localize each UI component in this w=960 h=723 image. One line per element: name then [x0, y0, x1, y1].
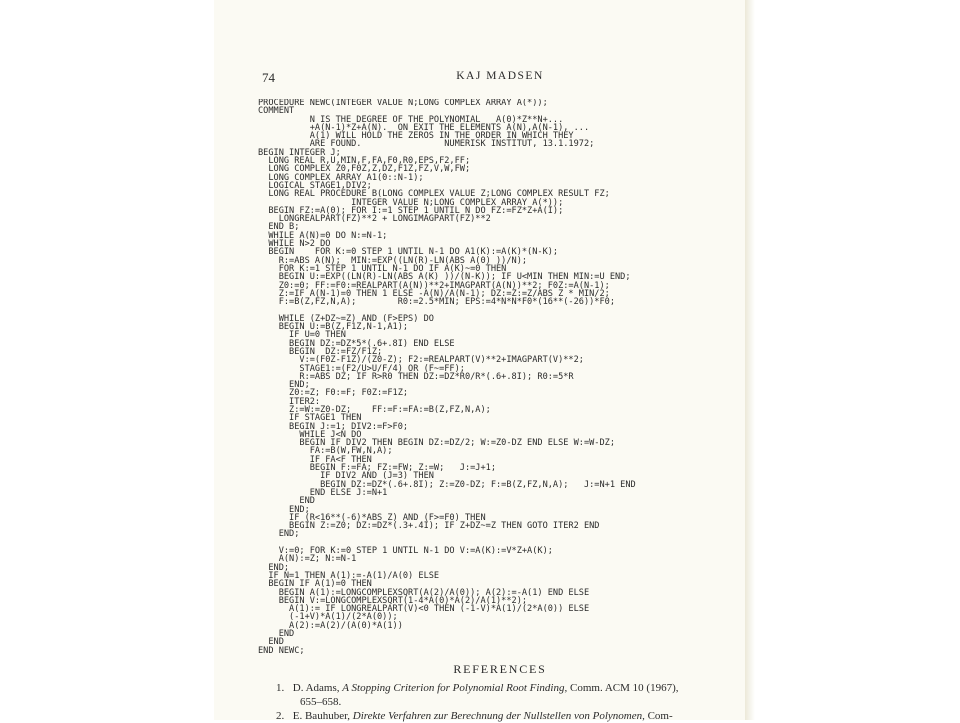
code-line: IF (R<16**(-6)*ABS Z) AND (F>=F0) THEN	[258, 512, 486, 523]
reference-title: Direkte Verfahren zur Berechnung der Nullstellen von Polynomen,	[352, 710, 645, 722]
code-line: WHILE (Z+DZ~=Z) AND (F>EPS) DO	[258, 313, 434, 324]
code-line: IF FA<F THEN	[258, 454, 372, 465]
code-line: +A(N-1)*Z+A(N). ON EXIT THE ELEMENTS A(N),A(N-1), ...	[258, 122, 590, 133]
code-line: A(N):=Z; N:=N-1	[258, 554, 357, 565]
reference-continuation: 655–658.	[300, 696, 342, 708]
references-heading: REFERENCES	[453, 662, 547, 676]
code-line: IF N=1 THEN A(1):=-A(1)/A(0) ELSE	[258, 570, 440, 581]
code-line: BEGIN FOR K:=0 STEP 1 UNTIL N-1 DO A1(K):=A(K)*(N-K);	[258, 247, 559, 258]
code-line: BEGIN A(1):=LONGCOMPLEXSQRT(A(2)/A(0)); A(2):=-A(1) END ELSE	[258, 587, 590, 598]
code-line: BEGIN DZ:=DZ*(.6+.8I); Z:=Z0-DZ; F:=B(Z,FZ,N,A); J:=N+1 END	[258, 479, 636, 490]
reference-author: D. Adams,	[292, 682, 340, 694]
code-line: BEGIN F:=FA; FZ:=FW; Z:=W; J:=J+1;	[258, 463, 496, 474]
code-line: LONG COMPLEX Z0,F0Z,Z,DZ,F1Z,FZ,V,W,FW;	[258, 164, 471, 175]
code-line: END;	[258, 562, 290, 573]
code-line: END ELSE J:=N+1	[258, 487, 388, 498]
code-line: WHILE N>2 DO	[258, 239, 331, 250]
reference-author: E. Bauhuber,	[292, 710, 351, 722]
reference-item	[276, 709, 716, 723]
code-line: END	[258, 496, 315, 507]
code-line: V:=0; FOR K:=0 STEP 1 UNTIL N-1 DO V:=A(K):=V*Z+A(K);	[258, 546, 553, 557]
code-line: N IS THE DEGREE OF THE POLYNOMIAL A(0)*Z**N+...	[258, 114, 564, 125]
code-line: BEGIN Z:=Z0; DZ:=DZ*(.3+.4I); IF Z+DZ~=Z THEN GOTO ITER2 END	[258, 521, 600, 532]
reference-source: Com-	[647, 710, 673, 722]
code-line: BEGIN V:=LONGCOMPLEXSQRT(1-4*A(0)*A(2)/A(1)**2);	[258, 595, 528, 606]
code-line: IF STAGE1 THEN	[258, 413, 362, 424]
code-line: A(1) WILL HOLD THE ZEROS IN THE ORDER IN WHICH THEY	[258, 131, 574, 142]
references-list	[276, 681, 716, 723]
code-line: END NEWC;	[258, 645, 305, 655]
code-line: BEGIN DZ:=FZ/F1Z;	[258, 346, 383, 357]
reference-number: 1.	[276, 682, 285, 694]
code-line: INTEGER VALUE N;LONG COMPLEX ARRAY A(*));	[258, 197, 564, 208]
reference-source: Comm. ACM 10 (1967),	[570, 682, 679, 694]
code-line: (-1+V)*A(1)/(2*A(0));	[258, 612, 398, 623]
code-line: END;	[258, 380, 310, 391]
code-line: ITER2:	[258, 396, 321, 407]
code-line: FOR K:=1 STEP 1 UNTIL N-1 DO IF A(K)~=0 THEN	[258, 263, 507, 274]
code-line: Z0:=Z; F0:=F; F0Z:=F1Z;	[258, 388, 409, 399]
code-line: PROCEDURE NEWC(INTEGER VALUE N;LONG COMPLEX ARRAY A(*));	[258, 99, 548, 108]
code-line: R:=ABS A(N); MIN:=EXP((LN(R)-LN(ABS A(0) ))/N);	[258, 255, 528, 266]
code-line: END	[258, 637, 284, 648]
code-line: BEGIN DZ:=DZ*5*(.6+.8I) END ELSE	[258, 338, 455, 349]
code-line: STAGE1:=(F2/U>U/F/4) OR (F~=FF);	[258, 363, 465, 374]
code-line: BEGIN J:=1; DIV2:=F>F0;	[258, 421, 409, 432]
code-line: END;	[258, 529, 300, 540]
code-line: WHILE A(N)=0 DO N:=N-1;	[258, 230, 388, 241]
code-line: BEGIN INTEGER J;	[258, 147, 341, 158]
code-line: Z0:=0; FF:=F0:=REALPART(A(N))**2+IMAGPART(A(N))**2; F0Z:=A(N-1);	[258, 280, 610, 291]
code-line: LONG COMPLEX ARRAY A1(0::N-1);	[258, 172, 424, 183]
reference-number: 2.	[276, 710, 285, 722]
code-line: BEGIN U:=EXP((LN(R)-LN(ABS A(K) ))/(N-K)); IF U<MIN THEN MIN:=U END;	[258, 272, 631, 283]
code-line: A(2):=A(2)/(A(0)*A(1))	[258, 620, 403, 631]
code-line: IF U=0 THEN	[258, 330, 346, 341]
code-line: LONGREALPART(FZ)**2 + LONGIMAGPART(FZ)**2	[258, 214, 491, 225]
code-line: END;	[258, 504, 310, 515]
code-line: WHILE J<N DO	[258, 429, 362, 440]
running-head: KAJ MADSEN	[456, 70, 544, 82]
code-line: BEGIN FZ:=A(0); FOR I:=1 STEP 1 UNTIL N DO FZ:=FZ*Z+A(I);	[258, 205, 564, 216]
code-line: LOGICAL STAGE1,DIV2;	[258, 180, 372, 191]
code-line: A(1):= IF LONGREALPART(V)<0 THEN (-1-V)*A(1)/(2*A(0)) ELSE	[258, 604, 590, 615]
code-line: COMMENT	[258, 106, 295, 117]
code-line: END B;	[258, 222, 300, 233]
code-line: END	[258, 629, 295, 639]
code-line: BEGIN IF DIV2 THEN BEGIN DZ:=DZ/2; W:=Z0-DZ END ELSE W:=W-DZ;	[258, 438, 615, 449]
code-line: BEGIN U:=B(Z,F1Z,N-1,A1);	[258, 322, 409, 333]
reference-title: A Stopping Criterion for Polynomial Root Finding,	[342, 682, 568, 694]
code-line: LONG REAL PROCEDURE B(LONG COMPLEX VALUE Z;LONG COMPLEX RESULT FZ;	[258, 189, 610, 200]
reference-item	[276, 681, 716, 709]
code-line: BEGIN IF A(1)=0 THEN	[258, 579, 372, 590]
code-line: IF DIV2 AND (J=3) THEN	[258, 471, 434, 482]
page-edge-shadow	[745, 0, 755, 720]
code-line: FA:=B(W,FW,N,A);	[258, 446, 393, 457]
code-line: V:=(F0Z-F1Z)/(Z0-Z); F2:=REALPART(V)**2+IMAGPART(V)**2;	[258, 355, 584, 366]
page-number: 74	[262, 70, 275, 85]
code-line: ARE FOUND. NUMERISK INSTITUT, 13.1.1972;	[258, 139, 595, 150]
algol-code-listing	[258, 99, 728, 655]
code-line: LONG REAL R,U,MIN,F,FA,F0,R0,EPS,F2,FF;	[258, 156, 471, 167]
code-line: Z:=IF A(N-1)=0 THEN 1 ELSE -A(N)/A(N-1); DZ:=Z:=Z/ABS Z * MIN/2;	[258, 288, 610, 299]
code-line: F:=B(Z,FZ,N,A); R0:=2.5*MIN; EPS:=4*N*N*F0*(16**(-26))*F0;	[258, 297, 615, 308]
code-line: Z:=W:=Z0-DZ; FF:=F:=FA:=B(Z,FZ,N,A);	[258, 404, 491, 415]
code-line: R:=ABS DZ; IF R>R0 THEN DZ:=DZ*R0/R*(.6+.8I); R0:=5*R	[258, 371, 574, 382]
